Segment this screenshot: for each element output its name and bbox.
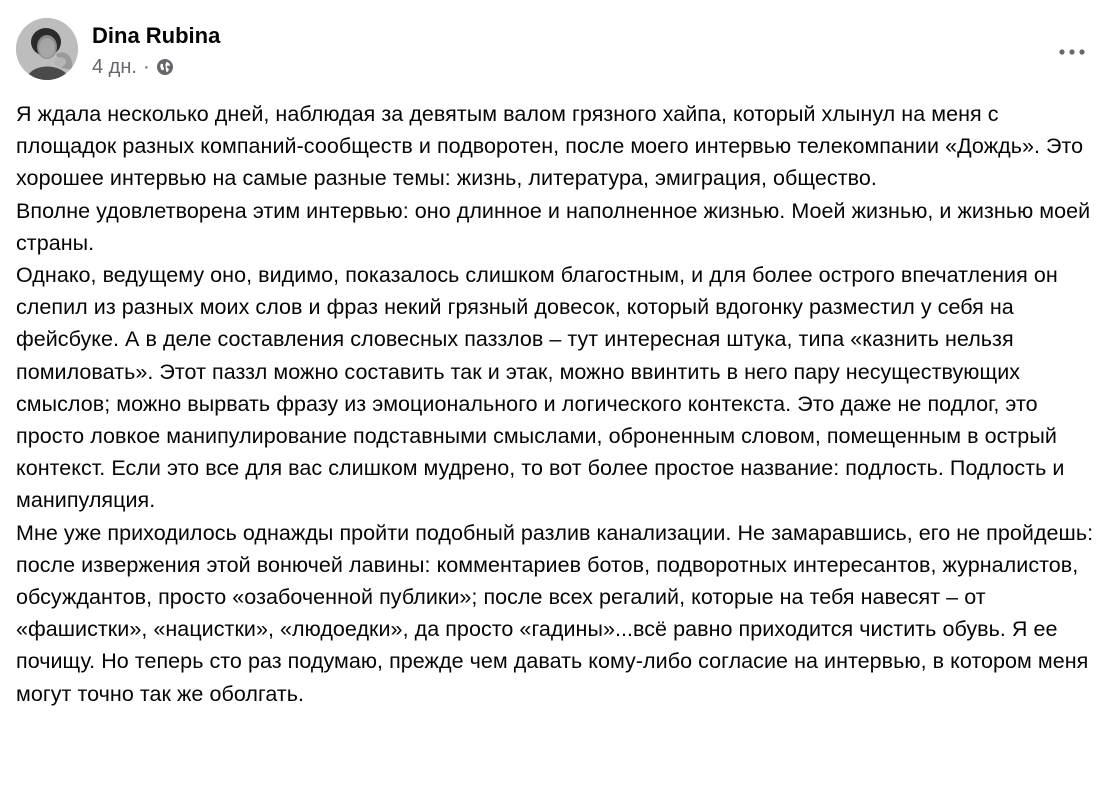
post-paragraph-1: Я ждала несколько дней, наблюдая за девятым валом грязного хайпа, который хлынул на меня с площадок разных компаний-сообществ и подворотен, после моего интервью телекомпании «Дождь». Это хорошее интервью на самые разные темы: жизнь, литература, эмиграция, общество. [16,102,1084,191]
post-text [16,98,1100,710]
post-header [16,18,220,86]
globe-icon[interactable] [156,58,174,76]
meta-separator: · [142,56,150,78]
post-meta [92,55,220,79]
post-paragraph-4: Мне уже приходилось однажды пройти подобный разлив канализации. Не замаравшись, его не пройдешь: после извержения этой вонючей лавины: комментариев ботов, подворотных интересантов, журналистов, обсуждантов, просто «озабоченной публики»; после всех регалий, которые на тебя навесят – от «фашистки», «нацистки», «людоедки», да просто «гадины»...всё равно приходится чистить обувь. Я ее почищу. Но теперь сто раз подумаю, прежде чем давать кому-либо согласие на интервью, в котором меня могут точно так же оболгать. [16,520,1094,706]
author-avatar[interactable] [16,18,78,80]
post-paragraph-2: Вполне удовлетворена этим интервью: оно длинное и наполненное жизнью. Моей жизнью, и жизнью моей страны. [16,198,1091,255]
more-options-button[interactable] [1054,34,1090,70]
author-name[interactable]: Dina Rubina [92,23,221,48]
author-block [92,18,220,79]
more-dots-icon [1058,48,1086,56]
post-paragraph-3: Однако, ведущему оно, видимо, показалось слишком благостным, и для более острого впечатления он слепил из разных моих слов и фраз некий грязный довесок, который вдогонку разместил у себя на фейсбуке. А в деле составления словесных паззлов – тут интересная штука, типа «казнить нельзя помиловать». Этот паззл можно составить так и этак, можно ввинтить в него пару несуществующих смыслов; можно вырвать фразу из эмоционального и логического контекста. Это даже не подлог, это просто ловкое манипулирование подставными смыслами, оброненным словом, помещенным в острый контекст. Если это все для вас слишком мудрено, то вот более простое название: подлость. Подлость и манипуляция. [16,263,1065,513]
avatar-image [16,18,78,80]
post-time[interactable]: 4 дн. [92,56,137,78]
